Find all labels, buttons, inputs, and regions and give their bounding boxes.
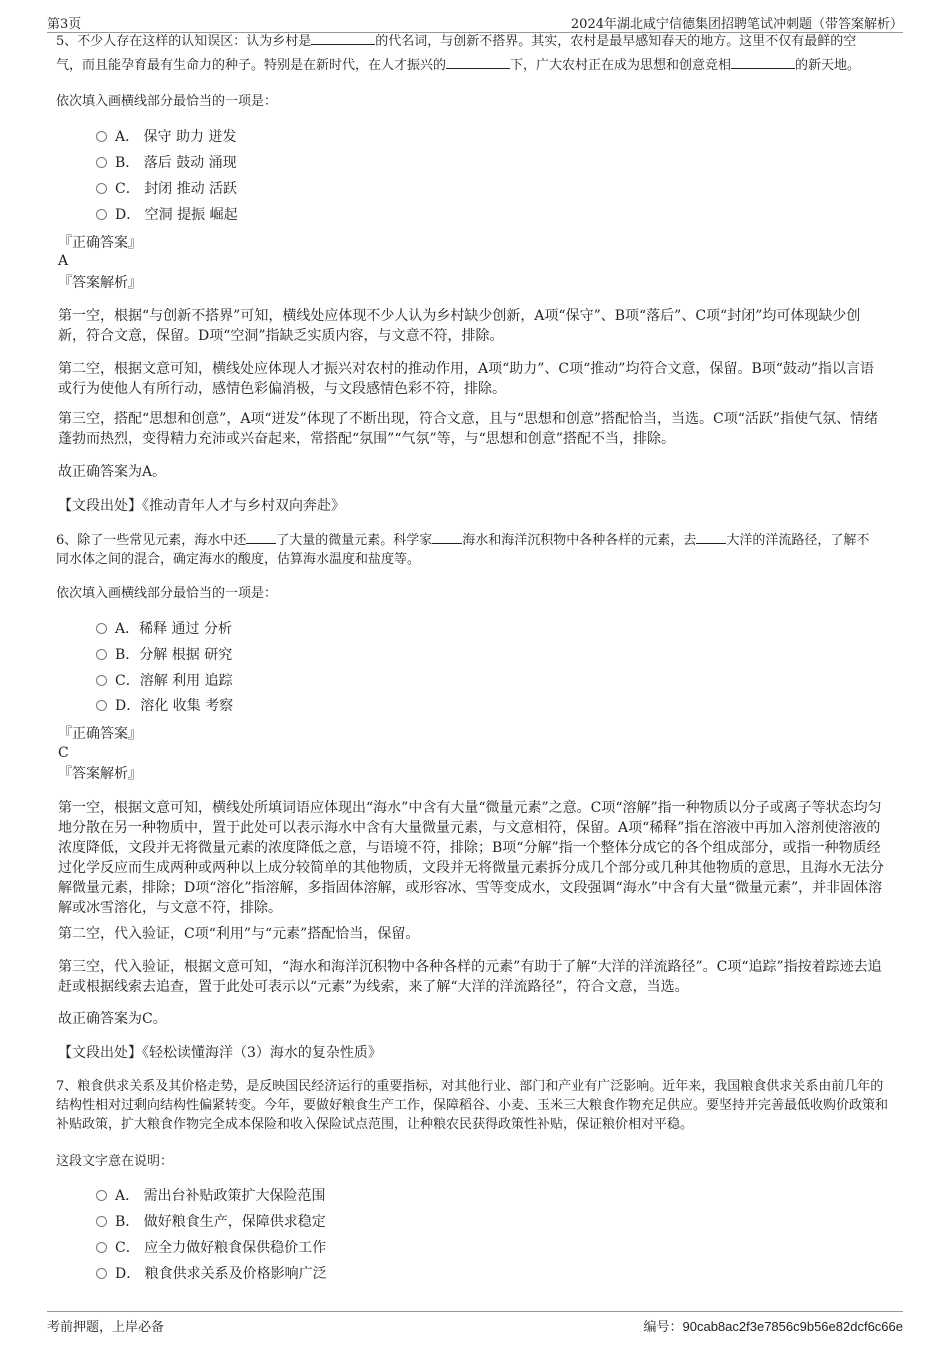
q6-option-c[interactable]: C．溶解 利用 追踪: [96, 670, 233, 692]
q6-analysis-1: 第一空，根据文意可知，横线处所填词语应体现出“海水”中含有大量“微量元素”之意。C项“溶解”指一种物质以分子或离子等状态均匀地分散在另一种物质中，置于此处可以表示海水中含有大量微量元素，与文意相符，保留。A项“稀释”指在溶液中再加入溶剂使溶液的浓度降低，文段并无将微量元素的浓度降低之意，与语境不符，排除；B项“分解”指一个整体分成它的各个组成部分，或指一种物质经过化学反应而生成两种或两种以上成分较简单的其他物质，文段并无将微量元素拆分成几个部分或几种其他物质的意思，且海水无法分解微量元素，排除；D项“溶化”指溶解，多指固体溶解，或形容冰、雪等变成水，文段强调“海水”中含有大量“微量元素”，并非固体溶解或冰雪溶化，与文意不符，排除。: [58, 800, 884, 916]
page-number: 第3页: [47, 17, 82, 32]
q7-option-d[interactable]: D． 粮食供求关系及价格影响广泛: [96, 1263, 327, 1285]
q5-option-b[interactable]: B． 落后 鼓动 涌现: [96, 152, 237, 174]
radio-icon[interactable]: [96, 623, 107, 634]
radio-icon[interactable]: [96, 209, 107, 220]
footer-slogan: 考前押题，上岸必备: [47, 1320, 165, 1335]
q6-conclusion: 故正确答案为C。: [58, 1011, 167, 1027]
radio-icon[interactable]: [96, 183, 107, 194]
page-header: [47, 10, 903, 33]
q7-option-c[interactable]: C． 应全力做好粮食保供稳价工作: [96, 1237, 326, 1259]
q6-analysis-3: 第三空，代入验证，根据文意可知，“海水和海洋沉积物中各种各样的元素”有助于了解“大洋的洋流路径”。C项“追踪”指按着踪迹去追赶或根据线索去追查，置于此处可表示以“元素”为线索，来了解“大洋的洋流路径”，符合文意，当选。: [58, 959, 882, 995]
q5-conclusion: 故正确答案为A。: [58, 464, 167, 480]
radio-icon[interactable]: [96, 700, 107, 711]
q5-prompt: 依次填入画横线部分最恰当的一项是：: [56, 94, 278, 109]
q5-answer-label: 『正确答案』: [58, 235, 142, 251]
q7-option-a[interactable]: A． 需出台补贴政策扩大保险范围: [96, 1185, 326, 1207]
q5-source: 【文段出处】《推动青年人才与乡村双向奔赴》: [58, 498, 345, 514]
q7-prompt: 这段文字意在说明：: [56, 1154, 174, 1169]
q6-answer: C: [58, 745, 69, 761]
q7-option-b[interactable]: B． 做好粮食生产，保障供求稳定: [96, 1211, 326, 1233]
document-title: 2024年湖北咸宁信德集团招聘笔试冲刺题（带答案解析）: [570, 17, 903, 32]
q6-analysis-label: 『答案解析』: [58, 766, 142, 782]
page-footer: [47, 1311, 903, 1334]
q5-analysis-3: 第三空，搭配“思想和创意”，A项“迸发”体现了不断出现，符合文意，且与“思想和创意”搭配恰当，当选。C项“活跃”指使气氛、情绪蓬勃而热烈，变得精力充沛或兴奋起来，常搭配“氛围”“气氛”等，与“思想和创意”搭配不当，排除。: [58, 411, 879, 447]
q7-stem: 7、粮食供求关系及其价格走势，是反映国民经济运行的重要指标，对其他行业、部门和产业有广泛影响。近年来，我国粮食供求关系由前几年的结构性相对过剩向结构性偏紧转变。今年，要做好粮食生产工作，保障稻谷、小麦、玉米三大粮食作物充足供应。要坚持并完善最低收购价政策和补贴政策，扩大粮食作物完全成本保险和收入保险试点范围，让种粮农民获得政策性补贴，保证粮价相对平稳。: [56, 1079, 889, 1132]
q6-analysis-2: 第二空，代入验证，C项“利用”与“元素”搭配恰当，保留。: [58, 926, 420, 942]
radio-icon[interactable]: [96, 649, 107, 660]
q5-option-a[interactable]: A． 保守 助力 迸发: [96, 126, 236, 148]
q5-stem: 5、不少人存在这样的认知误区：认为乡村是 的代名词，与创新不搭界。其实，农村是最早感知春天的地方。这里不仅有最鲜的空 气，而且能孕育最有生命力的种子。特别是在新时代，在人才振兴的 下，广大农村正在成为思想和创意竞相 的新天地。: [56, 34, 861, 73]
radio-icon[interactable]: [96, 131, 107, 142]
radio-icon[interactable]: [96, 157, 107, 168]
radio-icon[interactable]: [96, 675, 107, 686]
q6-stem: 6、除了一些常见元素，海水中还 了大量的微量元素。科学家 海水和海洋沉积物中各种各样的元素，去 大洋的洋流路径，了解不 同水体之间的混合，确定海水的酸度，估算海水温度和盐度等。: [56, 533, 870, 567]
radio-icon[interactable]: [96, 1216, 107, 1227]
q6-prompt: 依次填入画横线部分最恰当的一项是：: [56, 586, 278, 601]
radio-icon[interactable]: [96, 1190, 107, 1201]
q6-option-b[interactable]: B．分解 根据 研究: [96, 644, 232, 666]
q5-analysis-1: 第一空，根据“与创新不搭界”可知，横线处应体现不少人认为乡村缺少创新，A项“保守”、B项“落后”、C项“封闭”均可体现缺少创新，符合文意，保留。D项“空洞”指缺乏实质内容，与文意不符，排除。: [58, 308, 861, 344]
q5-option-d[interactable]: D． 空洞 提振 崛起: [96, 204, 238, 226]
q5-option-c[interactable]: C． 封闭 推动 活跃: [96, 178, 237, 200]
q6-answer-label: 『正确答案』: [58, 726, 142, 742]
document-code: 编号：90cab8ac2f3e7856c9b56e82dcf6c66e: [643, 1319, 903, 1335]
q6-option-a[interactable]: A．稀释 通过 分析: [96, 618, 232, 640]
radio-icon[interactable]: [96, 1242, 107, 1253]
q5-analysis-label: 『答案解析』: [58, 275, 142, 291]
q6-option-d[interactable]: D．溶化 收集 考察: [96, 695, 233, 717]
q5-answer: A: [58, 253, 69, 269]
q6-source: 【文段出处】《轻松读懂海洋（3）海水的复杂性质》: [58, 1045, 382, 1061]
q5-analysis-2: 第二空，根据文意可知，横线处应体现人才振兴对农村的推动作用，A项“助力”、C项“推动”均符合文意，保留。B项“鼓动”指以言语或行为使他人有所行动，感情色彩偏消极，与文段感情色彩不符，排除。: [58, 361, 875, 397]
radio-icon[interactable]: [96, 1268, 107, 1279]
